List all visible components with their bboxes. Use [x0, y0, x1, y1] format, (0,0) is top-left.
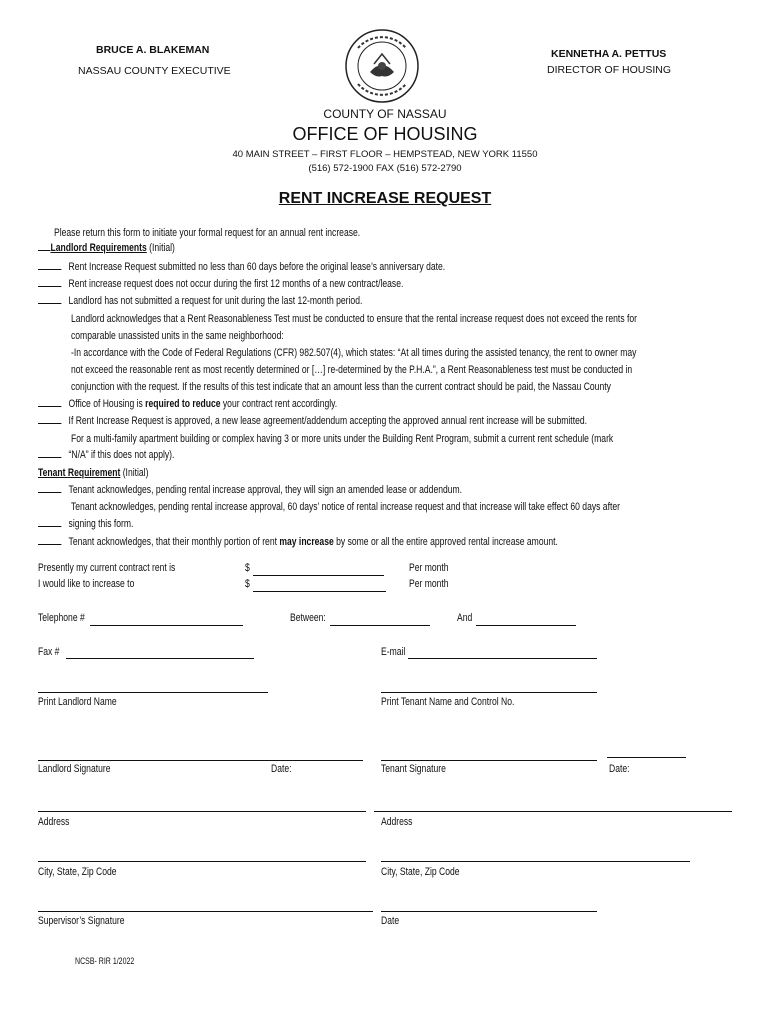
supervisor-date-label: Date	[381, 915, 400, 927]
office-phone: (516) 572-1900 FAX (516) 572-2790	[308, 163, 462, 174]
fax-label: Fax #	[38, 646, 60, 658]
tenant-name-input[interactable]	[381, 692, 597, 693]
landlord-heading: Landlord Requirements (Initial)	[38, 242, 175, 254]
email-label: E-mail	[381, 646, 406, 658]
fax-input[interactable]	[66, 658, 254, 659]
supervisor-signature-input[interactable]	[38, 911, 373, 912]
dollar-sign: $	[245, 578, 250, 590]
tenant-city-label: City, State, Zip Code	[381, 866, 460, 878]
print-tenant-label: Print Tenant Name and Control No.	[381, 696, 515, 708]
and-label: And	[457, 612, 473, 624]
supervisor-signature-label: Supervisor’s Signature	[38, 915, 125, 927]
tenant-city-input[interactable]	[381, 861, 690, 862]
increase-label: I would like to increase to	[38, 578, 135, 590]
landlord-name-input[interactable]	[38, 692, 268, 693]
multi-line: For a multi-family apartment building or complex having 3 or more units under the Building Rent Program, submit a current rent schedule (mark	[71, 433, 614, 445]
form-title: RENT INCREASE REQUEST	[278, 190, 492, 207]
landlord-signature-label: Landlord Signature	[38, 763, 111, 775]
tenant-signature-input[interactable]	[381, 760, 597, 761]
intro-text: Please return this form to initiate your formal request for an annual rent increase.	[54, 227, 361, 239]
executive-title: NASSAU COUNTY EXECUTIVE	[78, 65, 231, 77]
tenant-date-label: Date:	[609, 763, 630, 775]
landlord-date-label: Date:	[271, 763, 292, 775]
rr-last-line[interactable]: Office of Housing is required to reduce your contract rent accordingly.	[38, 398, 337, 410]
office-name: OFFICE OF HOUSING	[292, 124, 478, 144]
per-month-label: Per month	[409, 562, 449, 574]
print-landlord-label: Print Landlord Name	[38, 696, 117, 708]
tenant-item2-line: Tenant acknowledges, pending rental increase approval, 60 days’ notice of rental increase request and that increase will take effect 60 days after	[71, 501, 620, 513]
county-seal	[344, 28, 420, 104]
current-rent-input[interactable]	[253, 575, 384, 576]
tenant-signature-label: Tenant Signature	[381, 763, 446, 775]
landlord-signature-input[interactable]	[38, 760, 363, 761]
telephone-input[interactable]	[90, 625, 243, 626]
tenant-heading: Tenant Requirement (Initial)	[38, 467, 149, 479]
seal-icon	[344, 28, 420, 104]
telephone-label: Telephone #	[38, 612, 85, 624]
landlord-city-label: City, State, Zip Code	[38, 866, 117, 878]
lease-item[interactable]: If Rent Increase Request is approved, a new lease agreement/addendum accepting the approved annual rent increase will be submitted.	[38, 415, 587, 427]
landlord-city-input[interactable]	[38, 861, 366, 862]
rr-line: not exceed the reasonable rent as most recently determined or […] re-determined by the P.H.A.”, a Rent Reasonableness test must be conducted in	[71, 364, 633, 376]
landlord-address-label: Address	[38, 816, 70, 828]
director-name: KENNETHA A. PETTUS	[551, 48, 667, 60]
dollar-sign: $	[245, 562, 250, 574]
per-month-label: Per month	[409, 578, 449, 590]
form-code: NCSB- RIR 1/2022	[75, 956, 135, 966]
landlord-address-input[interactable]	[38, 811, 366, 812]
director-title: DIRECTOR OF HOUSING	[547, 64, 672, 76]
rr-line: -In accordance with the Code of Federal Regulations (CFR) 982.507(4), which states: “At all times during the assisted tenancy, the rent to owner may	[71, 347, 637, 359]
rr-line: Landlord acknowledges that a Rent Reasonableness Test must be conducted to ensure that the rental increase request does not exceed the rents for	[71, 313, 638, 325]
tenant-item[interactable]: Tenant acknowledges, pending rental increase approval, they will sign an amended lease or addendum.	[38, 484, 462, 496]
tenant-date-input[interactable]	[607, 757, 686, 758]
rr-line: conjunction with the request. If the results of this test indicate that an amount less than the current contract should be paid, the Nassau County	[71, 381, 611, 393]
email-input[interactable]	[408, 658, 597, 659]
county-name: COUNTY OF NASSAU	[323, 107, 447, 121]
rr-line: comparable unassisted units in the same neighborhood:	[71, 330, 284, 342]
supervisor-date-input[interactable]	[381, 911, 597, 912]
increase-rent-input[interactable]	[253, 591, 386, 592]
office-address: 40 MAIN STREET – FIRST FLOOR – HEMPSTEAD, NEW YORK 11550	[232, 149, 538, 160]
tenant-item[interactable]: Tenant acknowledges, that their monthly portion of rent may increase by some or all the entire approved rental increase amount.	[38, 536, 558, 548]
landlord-item[interactable]: Rent increase request does not occur during the first 12 months of a new contract/lease.	[38, 278, 403, 290]
multi-line-last[interactable]: “N/A” if this does not apply).	[38, 449, 174, 461]
landlord-item[interactable]: Rent Increase Request submitted no less than 60 days before the original lease’s anniversary date.	[38, 261, 445, 273]
landlord-item[interactable]: Landlord has not submitted a request for unit during the last 12-month period.	[38, 295, 362, 307]
tenant-address-input[interactable]	[374, 811, 732, 812]
between-label: Between:	[290, 612, 326, 624]
tenant-address-label: Address	[381, 816, 413, 828]
tenant-item2-last[interactable]: signing this form.	[38, 518, 133, 530]
between-input[interactable]	[330, 625, 430, 626]
executive-name: BRUCE A. BLAKEMAN	[96, 44, 210, 56]
current-rent-label: Presently my current contract rent is	[38, 562, 176, 574]
and-input[interactable]	[476, 625, 576, 626]
